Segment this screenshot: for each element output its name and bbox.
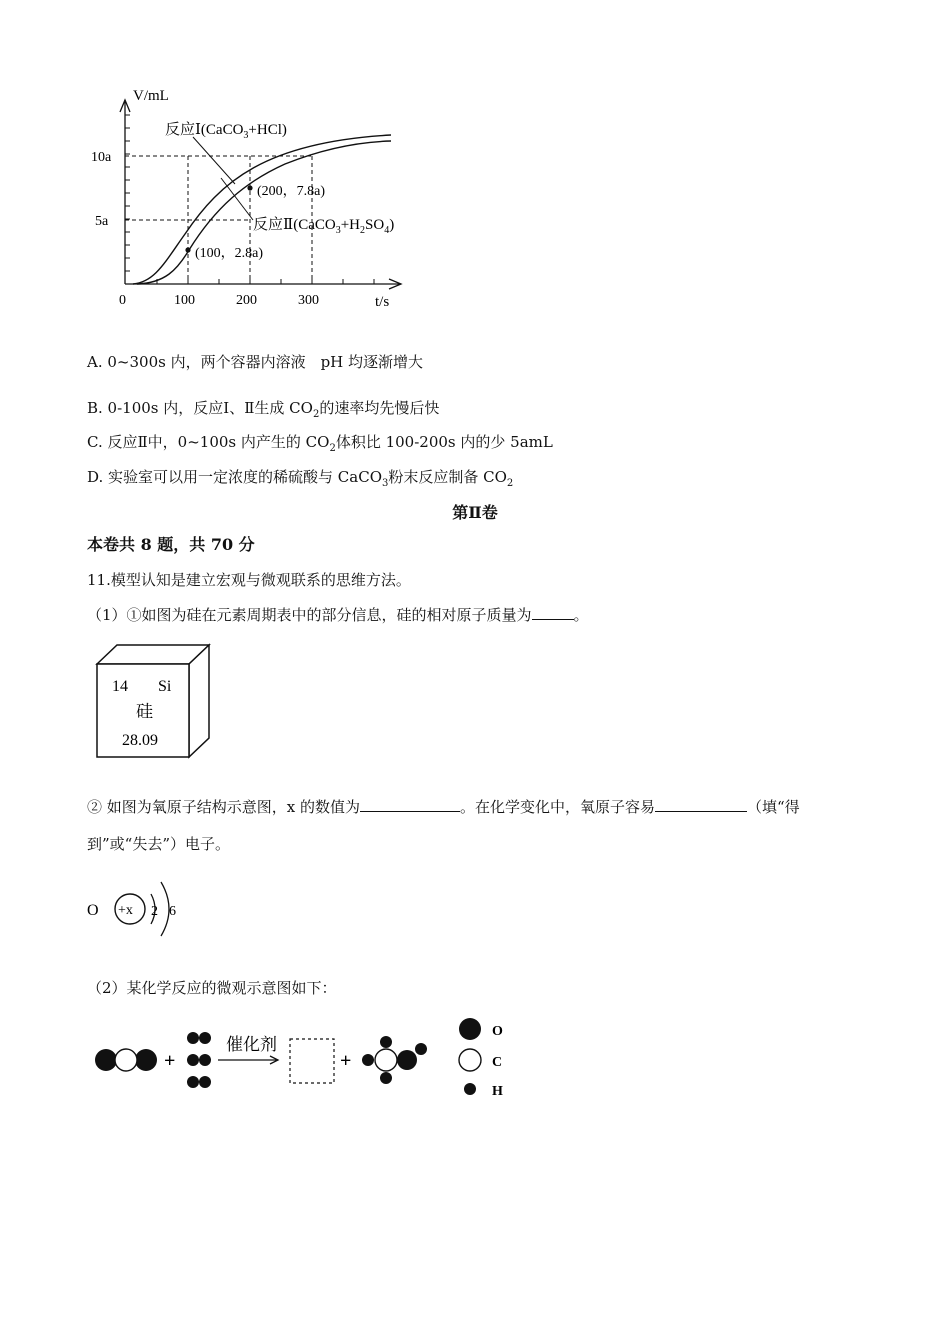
y-tick-5a: 5a (95, 214, 109, 229)
curve-reaction-1 (133, 135, 391, 284)
section-note: 本卷共 8 题，共 70 分 (87, 535, 255, 554)
atom-symbol: O (87, 902, 99, 919)
catalyst-label: 催化剂 (226, 1035, 277, 1054)
plus-sign-2: + (340, 1050, 352, 1072)
option-d: D. 实验室可以用一定浓度的稀硫酸与 CaCO$_3$粉末反应制备 $CO_2$ (87, 468, 514, 489)
element-name: 硅 (136, 702, 153, 721)
y-tick-10a: 10a (91, 150, 112, 165)
point-100 (185, 247, 190, 252)
curve2-label: 反应$Ⅱ(CaCO_3+H_2SO_4)$ (253, 217, 395, 236)
point2-label: (200，7.8a) (257, 184, 326, 199)
q11-part1: （1）①如图为硅在元素周期表中的部分信息，硅的相对原子质量为 。 (87, 606, 589, 624)
legend-o: O (492, 1024, 503, 1039)
oxygen-atom-diagram (85, 872, 195, 947)
answer-blank-1[interactable] (532, 605, 574, 620)
shell1-electrons: 2 (151, 904, 158, 919)
answer-blank-3[interactable] (655, 797, 747, 812)
plus-sign-1: + (164, 1050, 176, 1072)
reaction-micro-diagram (88, 1012, 528, 1107)
silicon-element-card (92, 642, 214, 762)
x-axis-label: t/s (375, 294, 390, 310)
curve1-label: 反应Ⅰ(CaCO$_3$+HCl) (165, 122, 287, 141)
q11-part3: （2）某化学反应的微观示意图如下： (87, 979, 337, 997)
x-tick-100: 100 (174, 293, 195, 308)
product-molecule (362, 1036, 427, 1084)
hydrogen-molecules (187, 1032, 211, 1088)
x-tick-300: 300 (298, 293, 319, 308)
q11-stem: 11.模型认知是建立宏观与微观联系的思维方法。 (87, 571, 411, 589)
section-title: 第Ⅱ卷 (452, 503, 498, 522)
legend-h: H (492, 1084, 503, 1099)
y-axis-label: V/mL (133, 88, 169, 104)
x-tick-200: 200 (236, 293, 257, 308)
q11-part2-line1: ② 如图为氧原子结构示意图，x 的数值为 。在化学变化中，氧原子容易 （填“得 (87, 798, 800, 816)
point1-label: (100，2.8a) (195, 246, 264, 261)
origin-label: 0 (119, 293, 126, 308)
atomic-number: 14 (112, 678, 128, 695)
legend-c: C (492, 1055, 503, 1070)
atomic-mass: 28.09 (122, 732, 158, 749)
option-c: C. 反应Ⅱ中，0~100s 内产生的 $CO_2$体积比 100-200s 内的少 5amL (87, 433, 553, 454)
option-b: B. 0-100s 内，反应Ⅰ、Ⅱ生成 $CO_2$的速率均先慢后快 (87, 399, 440, 420)
co2-molecule (95, 1049, 157, 1071)
nucleus-charge: +x (118, 903, 133, 918)
option-a: A. 0~300s 内，两个容器内溶液 pH 均逐渐增大 (87, 353, 424, 371)
answer-blank-2[interactable] (360, 797, 460, 812)
unknown-product-box[interactable] (290, 1039, 334, 1083)
point-200 (247, 185, 252, 190)
q11-part2-line2: 到”或“失去”）电子。 (87, 835, 231, 853)
element-symbol: Si (158, 678, 172, 695)
shell2-electrons: 6 (169, 904, 176, 919)
volume-time-graph (85, 82, 445, 322)
